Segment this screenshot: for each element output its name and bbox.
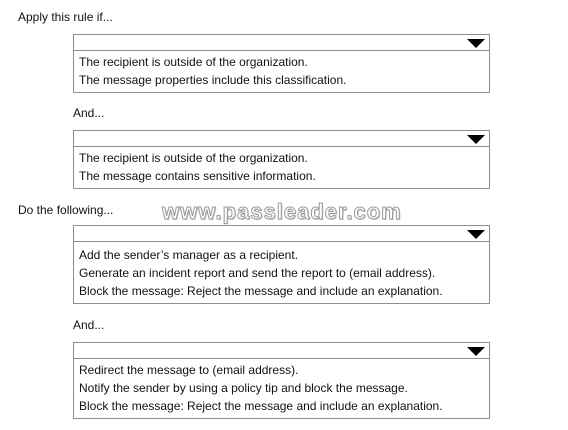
chevron-down-icon[interactable] — [467, 347, 485, 356]
condition-dropdown-1[interactable] — [73, 34, 490, 51]
option-block-message[interactable]: Block the message: Reject the message and include an explanation. — [79, 399, 443, 413]
action-dropdown-1[interactable] — [73, 225, 490, 242]
option-recipient-outside[interactable]: The recipient is outside of the organization. — [79, 151, 308, 165]
watermark: www.passleader.com — [162, 199, 402, 224]
option-notify-sender[interactable]: Notify the sender by using a policy tip and block the message. — [79, 381, 408, 395]
chevron-down-icon[interactable] — [467, 39, 485, 48]
option-redirect-message[interactable]: Redirect the message to (email address). — [79, 363, 299, 377]
option-recipient-outside[interactable]: The recipient is outside of the organization. — [79, 55, 308, 69]
action-options-1 — [73, 242, 490, 304]
condition-block-1 — [73, 34, 490, 93]
chevron-down-icon[interactable] — [467, 135, 485, 144]
condition-block-2 — [73, 130, 490, 189]
option-incident-report[interactable]: Generate an incident report and send the report to (email address). — [79, 266, 436, 280]
option-message-classification[interactable]: The message properties include this classification. — [79, 73, 347, 87]
action-block-1 — [73, 225, 490, 304]
condition-dropdown-2[interactable] — [73, 130, 490, 147]
option-block-message[interactable]: Block the message: Reject the message and include an explanation. — [79, 284, 443, 298]
and-label-1: And... — [73, 106, 105, 120]
action-block-2 — [73, 342, 490, 419]
option-sensitive-information[interactable]: The message contains sensitive information. — [79, 169, 316, 183]
apply-rule-label: Apply this rule if... — [18, 10, 113, 24]
condition-options-2 — [73, 147, 490, 189]
and-label-2: And... — [73, 318, 105, 332]
do-following-label: Do the following... — [18, 203, 114, 217]
condition-options-1 — [73, 51, 490, 93]
option-add-manager[interactable]: Add the sender’s manager as a recipient. — [79, 248, 299, 262]
action-dropdown-2[interactable] — [73, 342, 490, 359]
chevron-down-icon[interactable] — [467, 230, 485, 239]
action-options-2 — [73, 359, 490, 419]
